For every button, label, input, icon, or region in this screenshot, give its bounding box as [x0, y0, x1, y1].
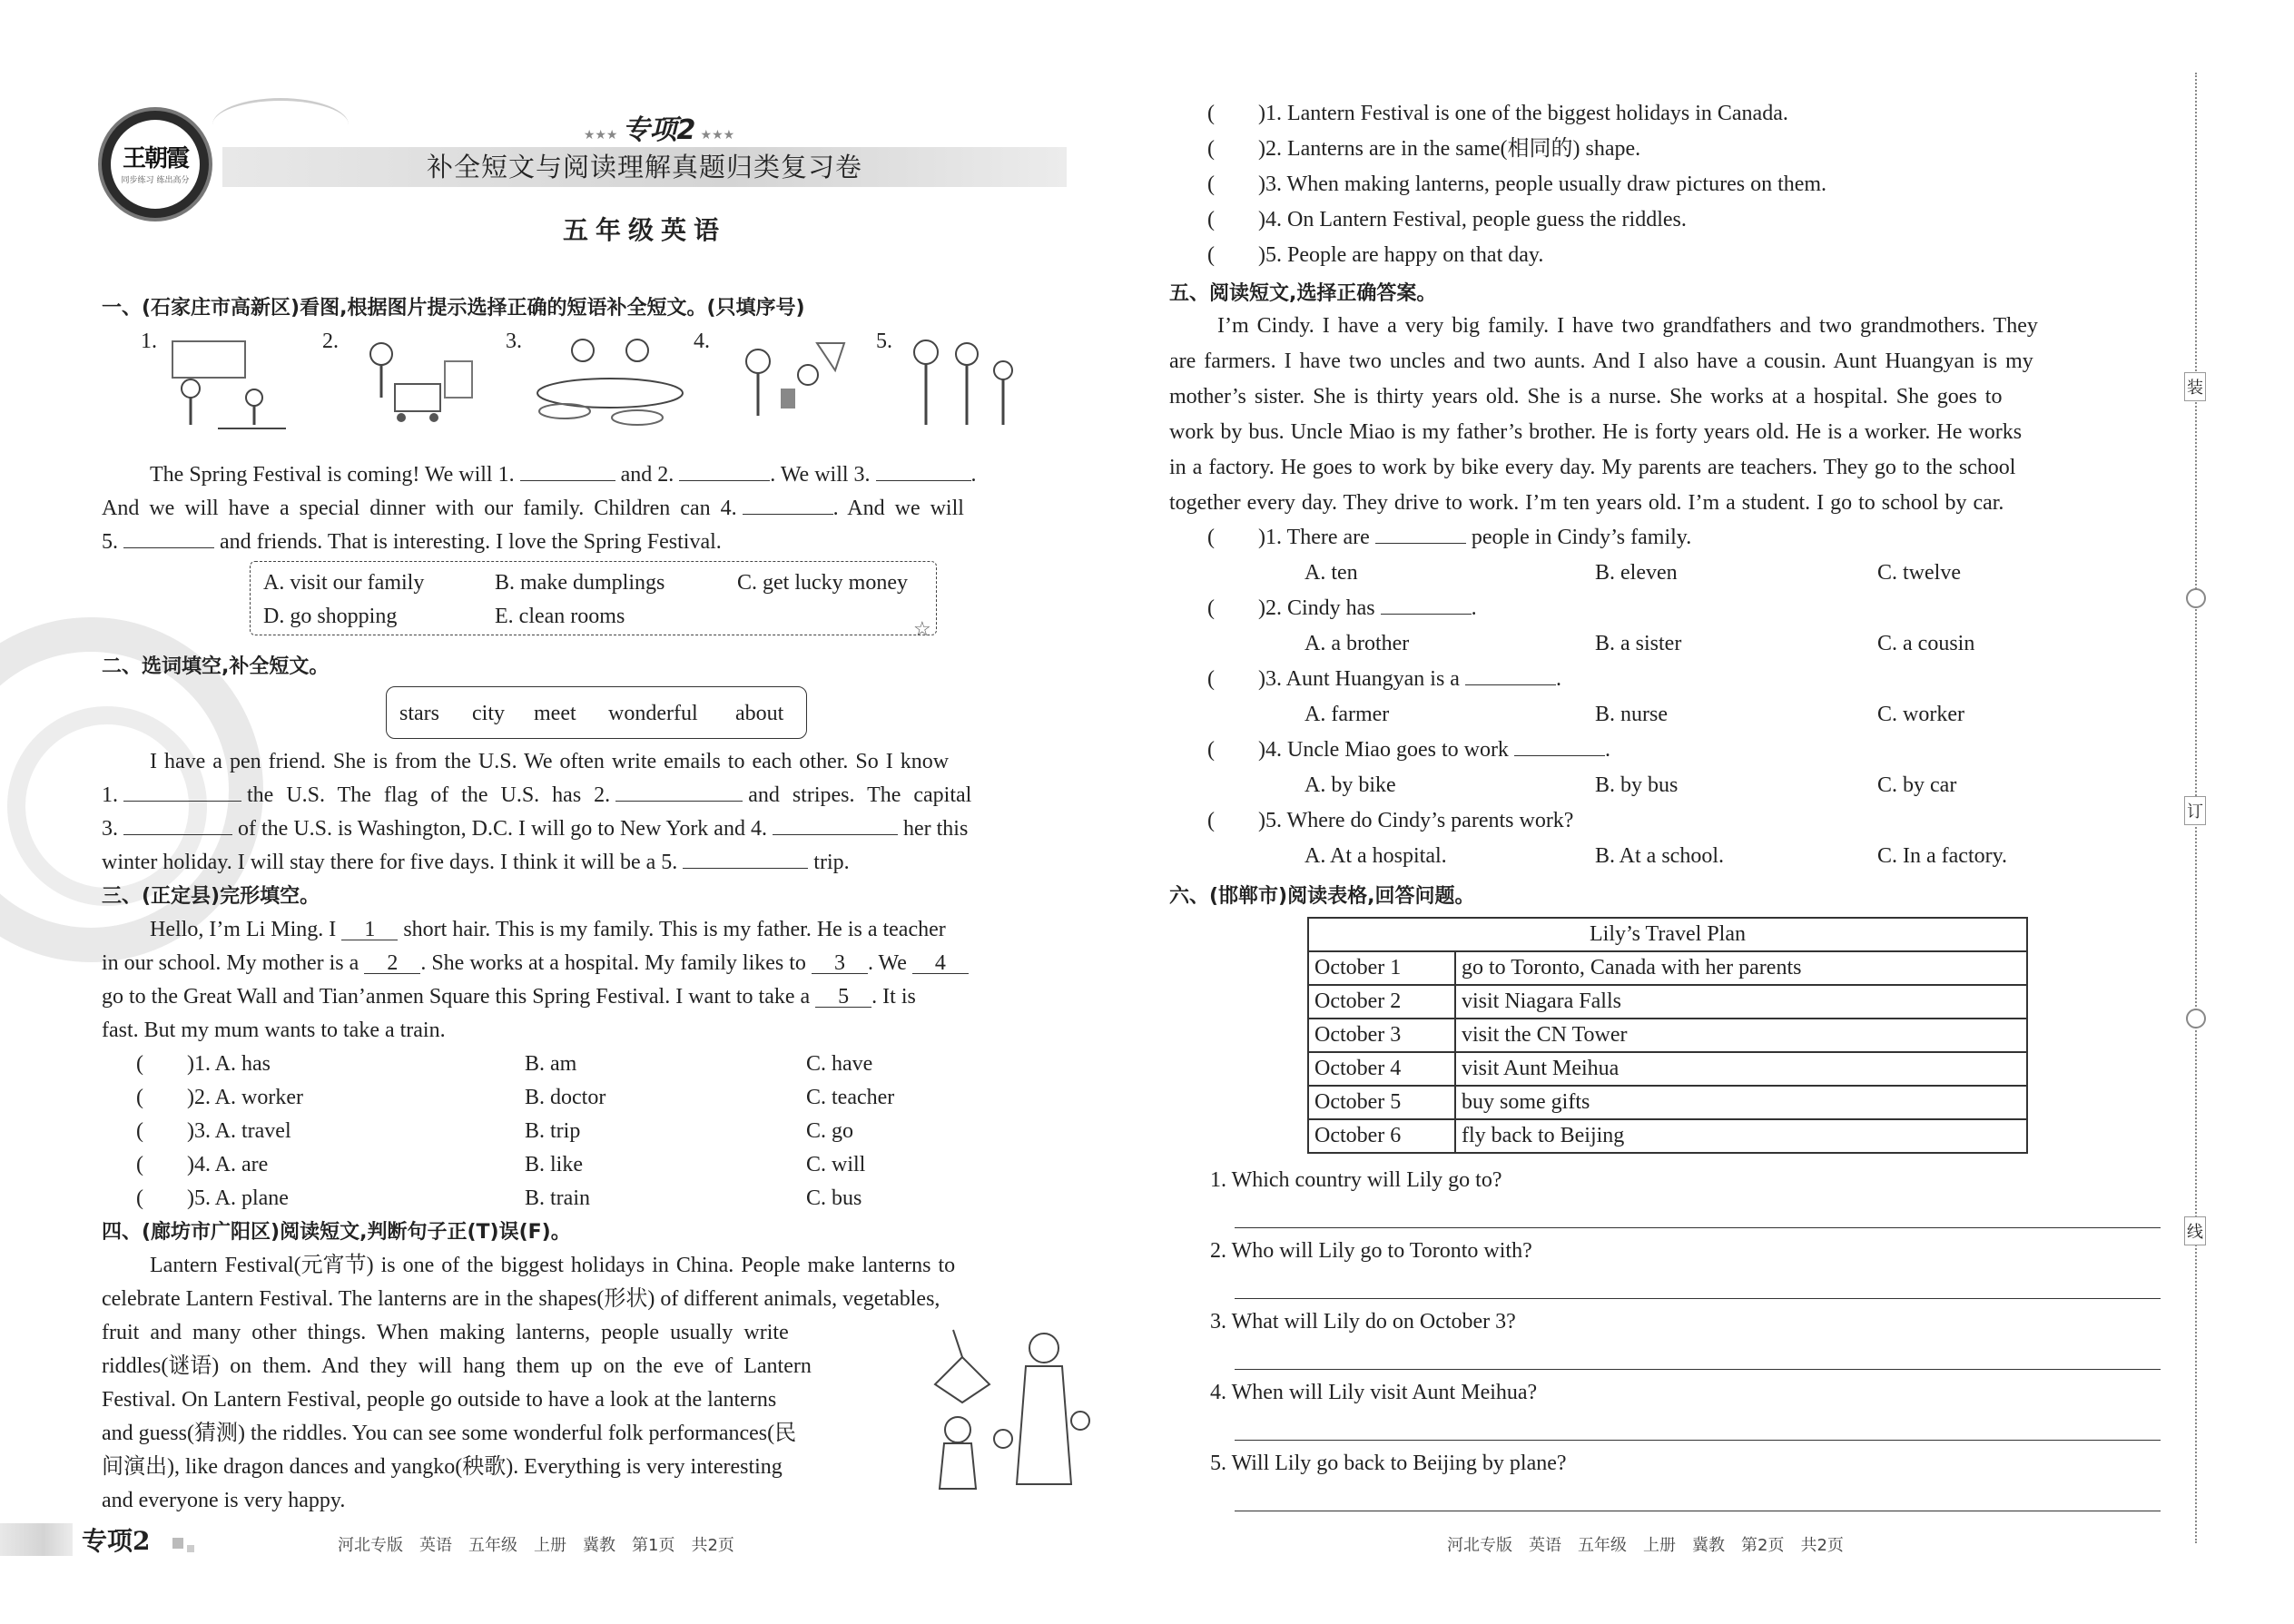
cloze-q2-c[interactable]: C. teacher — [806, 1086, 895, 1109]
s6-question-4: 4. When will Lily visit Aunt Meihua? — [1210, 1381, 1538, 1404]
s4-line: Lantern Festival(元宵节) is one of the biggest holidays in China. People make lanterns to — [150, 1254, 956, 1277]
mc-q5-c[interactable]: C. In a factory. — [1877, 844, 2008, 868]
s5-line: are farmers. I have two uncles and two aunts. And I also have a cousin. Aunt Huangyan is my — [1169, 349, 2033, 373]
star-icon: ☆ — [913, 617, 931, 640]
blank-5-3[interactable] — [1465, 664, 1556, 685]
mc-q4[interactable]: ( )4. Uncle Miao goes to work . — [1207, 733, 1610, 767]
mc-q5-a[interactable]: A. At a hospital. — [1305, 844, 1447, 868]
illustration-clean-rooms — [163, 334, 290, 432]
binding-char-1: 装 — [2184, 372, 2206, 401]
section1-heading: 一、(石家庄市高新区)看图,根据图片提示选择正确的短语补全短文。(只填序号) — [102, 297, 805, 320]
cloze-q4-c[interactable]: C. will — [806, 1153, 866, 1176]
s6-question-1: 1. Which country will Lily go to? — [1210, 1168, 1502, 1192]
blank-5-2[interactable] — [1381, 594, 1472, 615]
pic-num-4: 4. — [694, 330, 710, 353]
tf-statement-1[interactable]: ( )1. Lantern Festival is one of the biggest holidays in Canada. — [1207, 102, 1788, 125]
mc-q4-a[interactable]: A. by bike — [1305, 773, 1396, 797]
travel-plan-table — [1307, 917, 2028, 1154]
binding-hole-icon — [2186, 1009, 2206, 1029]
section2-heading: 二、选词填空,补全短文。 — [102, 655, 330, 678]
star-icon: ★★★ — [583, 128, 618, 143]
cloze-1[interactable]: 1 — [341, 920, 398, 940]
blank-2-1[interactable] — [123, 781, 241, 802]
pic-num-5: 5. — [876, 330, 892, 353]
s4-line: riddles(谜语) on them. And they will hang them up on the eve of Lantern — [102, 1354, 812, 1378]
option-e: E. clean rooms — [495, 605, 625, 628]
section6-heading: 六、(邯郸市)阅读表格,回答问题。 — [1169, 885, 1475, 908]
word-wonderful: wonderful — [608, 702, 698, 725]
pic-num-3: 3. — [506, 330, 522, 353]
s1-line3: 5. and friends. That is interesting. I love the Spring Festival. — [102, 526, 722, 559]
s2-line3: 3. of the U.S. is Washington, D.C. I will go to New York and 4. her this — [102, 812, 968, 846]
blank-2-4[interactable] — [773, 814, 898, 835]
tf-statement-4[interactable]: ( )4. On Lantern Festival, people guess the riddles. — [1207, 208, 1687, 231]
word-stars: stars — [399, 702, 439, 725]
binding-hole-icon — [2186, 588, 2206, 608]
table-row: October 3 visit the CN Tower — [1308, 1019, 2027, 1052]
blank-2[interactable] — [679, 460, 770, 481]
s3-line1: Hello, I’m Li Ming. I 1 short hair. This is my family. This is my father. He is a teacher — [150, 918, 946, 941]
cloze-5[interactable]: 5 — [815, 987, 871, 1008]
mc-q2-c[interactable]: C. a cousin — [1877, 632, 1975, 655]
star-icon: ★★★ — [700, 128, 735, 143]
answer-line-2[interactable] — [1235, 1298, 2161, 1299]
mc-q5-b[interactable]: B. At a school. — [1595, 844, 1724, 868]
section5-heading: 五、阅读短文,选择正确答案。 — [1169, 282, 1437, 305]
cloze-q5-c[interactable]: C. bus — [806, 1186, 862, 1210]
footer-decor — [187, 1545, 194, 1552]
pic-num-2: 2. — [322, 330, 339, 353]
s2-line4: winter holiday. I will stay there for five days. I think it will be a 5. trip. — [102, 846, 850, 880]
tf-statement-3[interactable]: ( )3. When making lanterns, people usually draw pictures on them. — [1207, 172, 1827, 196]
illustration-lantern-festival — [917, 1321, 1094, 1498]
footer-right: 河北专版 英语 五年级 上册 冀教 第2页 共2页 — [1447, 1536, 1844, 1555]
mc-q1-a[interactable]: A. ten — [1305, 561, 1358, 585]
cloze-q5[interactable]: ( )5. A. plane — [136, 1186, 289, 1210]
cloze-q4[interactable]: ( )4. A. are — [136, 1153, 269, 1176]
mc-q2-a[interactable]: A. a brother — [1305, 632, 1410, 655]
cloze-q5-b[interactable]: B. train — [525, 1186, 590, 1210]
cloze-q1[interactable]: ( )1. A. has — [136, 1052, 271, 1076]
s5-line: I’m Cindy. I have a very big family. I have two grandfathers and two grandmothers. They — [1217, 314, 2038, 338]
s4-line: and everyone is very happy. — [102, 1489, 346, 1512]
cloze-q3-c[interactable]: C. go — [806, 1119, 854, 1143]
logo-text: 王朝霞 — [122, 145, 188, 172]
table-row: October 5 buy some gifts — [1308, 1086, 2027, 1119]
cloze-q4-b[interactable]: B. like — [525, 1153, 583, 1176]
s5-line: mother’s sister. She is thirty years old. She is a nurse. She works at a hospital. She goes to — [1169, 385, 2003, 408]
cloze-q3-b[interactable]: B. trip — [525, 1119, 581, 1143]
illustration-dumplings — [528, 334, 692, 434]
blank-1[interactable] — [520, 460, 615, 481]
table-row: October 6 fly back to Beijing — [1308, 1119, 2027, 1153]
blank-2-2[interactable] — [615, 781, 743, 802]
s5-line: together every day. They drive to work. I’m ten years old. I’m a student. I go to school by car. — [1169, 491, 2004, 515]
s4-line: fruit and many other things. When making lanterns, people usually write — [102, 1321, 789, 1344]
table-title: Lily’s Travel Plan — [1308, 918, 2027, 951]
binding-char-2: 订 — [2184, 796, 2206, 825]
illustration-visit-family — [899, 334, 1026, 436]
s5-line: in a factory. He goes to work by bike every day. My parents are teachers. They go to the school — [1169, 456, 2016, 479]
illustration-shopping — [345, 334, 477, 432]
blank-2-5[interactable] — [683, 848, 808, 869]
binding-char-3: 线 — [2184, 1216, 2206, 1245]
publisher-logo — [98, 107, 212, 221]
option-a: A. visit our family — [263, 571, 425, 595]
cloze-q3[interactable]: ( )3. A. travel — [136, 1119, 291, 1143]
section4-heading: 四、(廊坊市广阳区)阅读短文,判断句子正(T)误(F)。 — [102, 1221, 571, 1244]
option-b: B. make dumplings — [495, 571, 665, 595]
cloze-4[interactable]: 4 — [912, 953, 969, 974]
blank-4[interactable] — [743, 494, 833, 515]
series-label: ★★★ 专项2 ★★★ — [583, 114, 735, 146]
answer-line-1[interactable] — [1235, 1227, 2161, 1228]
section3-heading: 三、(正定县)完形填空。 — [102, 885, 320, 908]
word-about: about — [735, 702, 784, 725]
option-d: D. go shopping — [263, 605, 398, 628]
tf-statement-5[interactable]: ( )5. People are happy on that day. — [1207, 243, 1544, 267]
blank-5[interactable] — [123, 527, 214, 548]
cloze-q1-b[interactable]: B. am — [525, 1052, 577, 1076]
table-row: October 4 visit Aunt Meihua — [1308, 1052, 2027, 1086]
mc-q2[interactable]: ( )2. Cindy has . — [1207, 592, 1477, 625]
section4-statements — [1207, 96, 1826, 273]
s4-line: 间演出), like dragon dances and yangko(秧歌). Everything is very interesting — [102, 1455, 783, 1479]
mc-q5[interactable]: ( )5. Where do Cindy’s parents work? — [1207, 809, 1574, 832]
s3-line4: fast. But my mum wants to take a train. — [102, 1019, 446, 1042]
mc-q3-b[interactable]: B. nurse — [1595, 703, 1668, 726]
footer-decor — [172, 1538, 183, 1549]
answer-line-4[interactable] — [1235, 1440, 2161, 1441]
s3-line3: go to the Great Wall and Tian’anmen Square this Spring Festival. I want to take a 5 . It is — [102, 985, 916, 1009]
s1-line2: And we will have a special dinner with our family. Children can 4. . And we will — [102, 492, 1089, 526]
blank-5-1[interactable] — [1375, 523, 1466, 544]
s2-line1: I have a pen friend. She is from the U.S. We often write emails to each other. So I know — [150, 750, 950, 773]
s1-line1: The Spring Festival is coming! We will 1. and 2. . We will 3. . — [102, 458, 1089, 492]
s4-line: and guess(猜测) the riddles. You can see some wonderful folk performances(民 — [102, 1422, 797, 1445]
cloze-q2-b[interactable]: B. doctor — [525, 1086, 606, 1109]
s3-line2: in our school. My mother is a 2 . She works at a hospital. My family likes to 3 . We 4 — [102, 947, 969, 980]
s2-line2: 1. the U.S. The flag of the U.S. has 2. and stripes. The capital — [102, 779, 971, 812]
footer-left: 河北专版 英语 五年级 上册 冀教 第1页 共2页 — [338, 1536, 734, 1555]
page-title: 补全短文与阅读理解真题归类复习卷 — [426, 152, 862, 182]
mc-q3-c[interactable]: C. worker — [1877, 703, 1964, 726]
illustration-lucky-money — [717, 334, 853, 434]
cloze-2[interactable]: 2 — [364, 953, 420, 974]
table-row: October 2 visit Niagara Falls — [1308, 985, 2027, 1019]
logo-sub1: 同步练习 — [121, 176, 154, 185]
mc-q4-c[interactable]: C. by car — [1877, 773, 1957, 797]
footer-tag: 专项2 — [82, 1526, 151, 1556]
mc-q1[interactable]: ( )1. There are people in Cindy’s family. — [1207, 521, 1691, 555]
s6-question-2: 2. Who will Lily go to Toronto with? — [1210, 1239, 1532, 1263]
blank-5-4[interactable] — [1514, 735, 1605, 756]
mc-q1-c[interactable]: C. twelve — [1877, 561, 1961, 585]
s4-line: celebrate Lantern Festival. The lanterns are in the shapes(形状) of different animals, vegetables, — [102, 1287, 940, 1311]
mc-q3[interactable]: ( )3. Aunt Huangyan is a . — [1207, 663, 1561, 696]
logo-sub2: 练出高分 — [156, 176, 190, 185]
pic-num-1: 1. — [141, 330, 157, 353]
s6-question-3: 3. What will Lily do on October 3? — [1210, 1310, 1516, 1334]
table-row: October 1 go to Toronto, Canada with her parents — [1308, 951, 2027, 985]
mc-q2-b[interactable]: B. a sister — [1595, 632, 1682, 655]
cloze-3[interactable]: 3 — [812, 953, 868, 974]
s4-line: Festival. On Lantern Festival, people go outside to have a look at the lanterns — [102, 1388, 777, 1412]
mc-q3-a[interactable]: A. farmer — [1305, 703, 1390, 726]
footer-tag-band — [0, 1523, 73, 1556]
s6-question-5: 5. Will Lily go back to Beijing by plane? — [1210, 1452, 1567, 1475]
section5-passage — [1169, 309, 2163, 521]
option-c: C. get lucky money — [737, 571, 908, 595]
blank-3[interactable] — [876, 460, 971, 481]
tf-statement-2[interactable]: ( )2. Lanterns are in the same(相同的) shape. — [1207, 137, 1641, 161]
logo-ribbon — [212, 98, 349, 152]
answer-line-3[interactable] — [1235, 1369, 2161, 1370]
word-city: city — [472, 702, 505, 725]
word-meet: meet — [534, 702, 576, 725]
s5-line: work by bus. Uncle Miao is my father’s brother. He is forty years old. He is a worker. He works — [1169, 420, 2023, 444]
page-subtitle: 五年级英语 — [562, 215, 726, 245]
cloze-q1-c[interactable]: C. have — [806, 1052, 873, 1076]
mc-q1-b[interactable]: B. eleven — [1595, 561, 1678, 585]
blank-2-3[interactable] — [123, 814, 232, 835]
mc-q4-b[interactable]: B. by bus — [1595, 773, 1679, 797]
cloze-q2[interactable]: ( )2. A. worker — [136, 1086, 303, 1109]
